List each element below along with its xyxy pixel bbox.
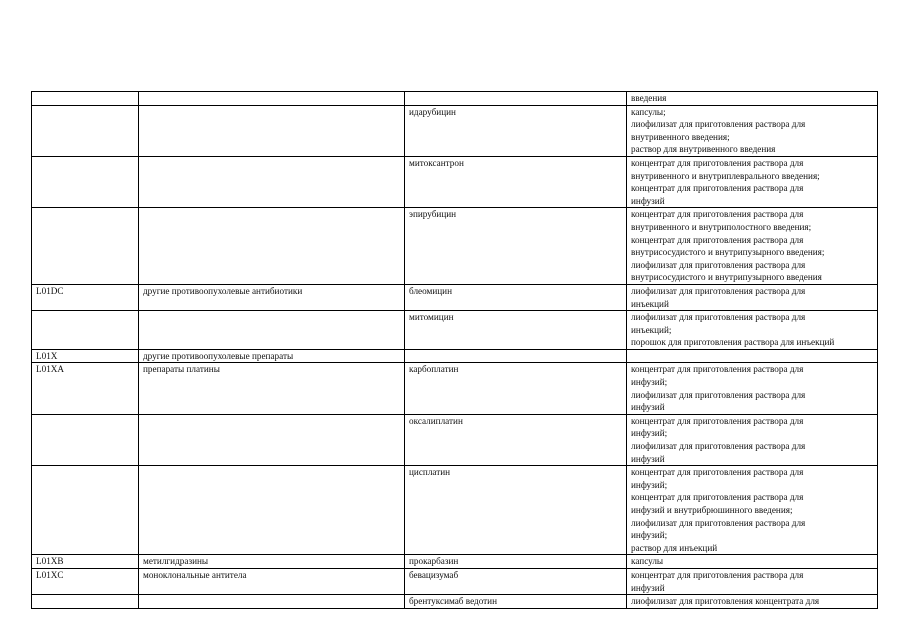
table-row (32, 105, 878, 156)
dosage-form-line: инъекций; (631, 324, 672, 335)
dosage-form-line: раствор для инъекций (631, 542, 718, 553)
table-body (32, 92, 878, 609)
atc-code-cell (32, 156, 139, 207)
table-row (32, 156, 878, 207)
drug-name-cell: митомицин (405, 311, 627, 350)
dosage-form-line: внутривенного и внутриполостного введения; (631, 221, 812, 232)
dosage-forms-cell (627, 208, 878, 285)
dosage-form-line: концентрат для приготовления раствора для (631, 234, 804, 245)
drug-name-cell: карбоплатин (405, 363, 627, 414)
group-name-cell: моноклональные антитела (139, 568, 405, 594)
group-name-cell: другие противоопухолевые препараты (139, 349, 405, 363)
drug-name-cell (405, 349, 627, 363)
atc-code-cell: L01XB (32, 555, 139, 569)
table-row (32, 92, 878, 106)
dosage-form-line: концентрат для приготовления раствора для (631, 157, 804, 168)
table-row (32, 555, 878, 569)
atc-code-cell (32, 92, 139, 106)
group-name-cell (139, 105, 405, 156)
dosage-form-line: инфузий; (631, 428, 668, 439)
dosage-form-line: раствор для внутривенного введения (631, 144, 776, 155)
drug-name-cell: бевацизумаб (405, 568, 627, 594)
atc-code-cell (32, 414, 139, 465)
atc-code-cell (32, 466, 139, 555)
table-row (32, 208, 878, 285)
dosage-form-line: лиофилизат для приготовления раствора для (631, 119, 806, 130)
atc-code-cell (32, 105, 139, 156)
atc-code-cell: L01XC (32, 568, 139, 594)
drug-name-cell: блеомицин (405, 284, 627, 310)
dosage-form-line: инфузий (631, 195, 665, 206)
dosage-form-line: лиофилизат для приготовления раствора для (631, 285, 806, 296)
dosage-form-line: порошок для приготовления раствора для инъекций (631, 337, 835, 348)
dosage-forms-cell (627, 363, 878, 414)
dosage-forms-cell (627, 555, 878, 569)
dosage-form-line: внутрисосудистого и внутрипузырного введения; (631, 247, 825, 258)
dosage-form-line: лиофилизат для приготовления раствора для (631, 517, 806, 528)
group-name-cell: другие противоопухолевые антибиотики (139, 284, 405, 310)
dosage-form-line: инфузий (631, 453, 665, 464)
atc-code-cell: L01XA (32, 363, 139, 414)
table-row (32, 349, 878, 363)
dosage-form-line: лиофилизат для приготовления раствора для (631, 389, 806, 400)
dosage-form-line: лиофилизат для приготовления концентрата для (631, 596, 820, 607)
dosage-form-line: лиофилизат для приготовления раствора для (631, 312, 806, 323)
dosage-form-line: внутрисосудистого и внутрипузырного введения (631, 272, 822, 283)
group-name-cell (139, 414, 405, 465)
dosage-forms-cell (627, 284, 878, 310)
table-row (32, 595, 878, 609)
dosage-form-line: введения (631, 93, 667, 103)
atc-code-cell (32, 208, 139, 285)
group-name-cell (139, 92, 405, 106)
drug-name-cell: эпирубицин (405, 208, 627, 285)
dosage-forms-cell (627, 568, 878, 594)
dosage-forms-cell (627, 466, 878, 555)
dosage-form-line: капсулы (631, 556, 664, 567)
dosage-form-line: лиофилизат для приготовления раствора для (631, 259, 806, 270)
group-name-cell: препараты платины (139, 363, 405, 414)
dosage-forms-cell (627, 311, 878, 350)
dosage-form-line: лиофилизат для приготовления раствора для (631, 441, 806, 452)
dosage-form-line: концентрат для приготовления раствора для (631, 415, 804, 426)
dosage-form-line: концентрат для приготовления раствора для (631, 467, 804, 478)
dosage-forms-cell (627, 595, 878, 609)
drug-name-cell: прокарбазин (405, 555, 627, 569)
group-name-cell (139, 156, 405, 207)
dosage-form-line: инфузий; (631, 377, 668, 388)
table-row (32, 568, 878, 594)
group-name-cell (139, 595, 405, 609)
dosage-form-line: концентрат для приготовления раствора для (631, 364, 804, 375)
dosage-form-line: концентрат для приготовления раствора для (631, 209, 804, 220)
group-name-cell (139, 311, 405, 350)
dosage-form-line: внутривенного введения; (631, 131, 730, 142)
drug-name-cell: цисплатин (405, 466, 627, 555)
dosage-form-line: инфузий; (631, 479, 668, 490)
drug-name-cell (405, 92, 627, 106)
drug-name-cell: митоксантрон (405, 156, 627, 207)
drug-list-table (31, 91, 878, 609)
dosage-form-line: инфузий (631, 402, 665, 413)
dosage-forms-cell (627, 92, 878, 106)
dosage-forms-cell (627, 414, 878, 465)
table-row (32, 311, 878, 350)
atc-code-cell: L01X (32, 349, 139, 363)
table-row (32, 466, 878, 555)
drug-name-cell: оксалиплатин (405, 414, 627, 465)
atc-code-cell (32, 595, 139, 609)
atc-code-cell (32, 311, 139, 350)
atc-code-cell: L01DC (32, 284, 139, 310)
dosage-form-line: инфузий (631, 582, 665, 593)
dosage-forms-cell (627, 349, 878, 363)
drug-name-cell: идарубицин (405, 105, 627, 156)
table-row (32, 363, 878, 414)
dosage-forms-cell (627, 105, 878, 156)
dosage-form-line: инфузий; (631, 530, 668, 541)
dosage-forms-cell (627, 156, 878, 207)
group-name-cell (139, 208, 405, 285)
drug-name-cell: брентуксимаб ведотин (405, 595, 627, 609)
group-name-cell: метилгидразины (139, 555, 405, 569)
dosage-form-line: внутривенного и внутриплеврального введения; (631, 170, 820, 181)
dosage-form-line: концентрат для приготовления раствора для (631, 183, 804, 194)
dosage-form-line: концентрат для приготовления раствора для (631, 492, 804, 503)
table-row (32, 414, 878, 465)
dosage-form-line: капсулы; (631, 106, 666, 117)
dosage-form-line: инъекций (631, 298, 669, 309)
dosage-form-line: инфузий и внутрибрюшинного введения; (631, 505, 793, 515)
dosage-form-line: концентрат для приготовления раствора для (631, 569, 804, 580)
group-name-cell (139, 466, 405, 555)
table-row (32, 284, 878, 310)
